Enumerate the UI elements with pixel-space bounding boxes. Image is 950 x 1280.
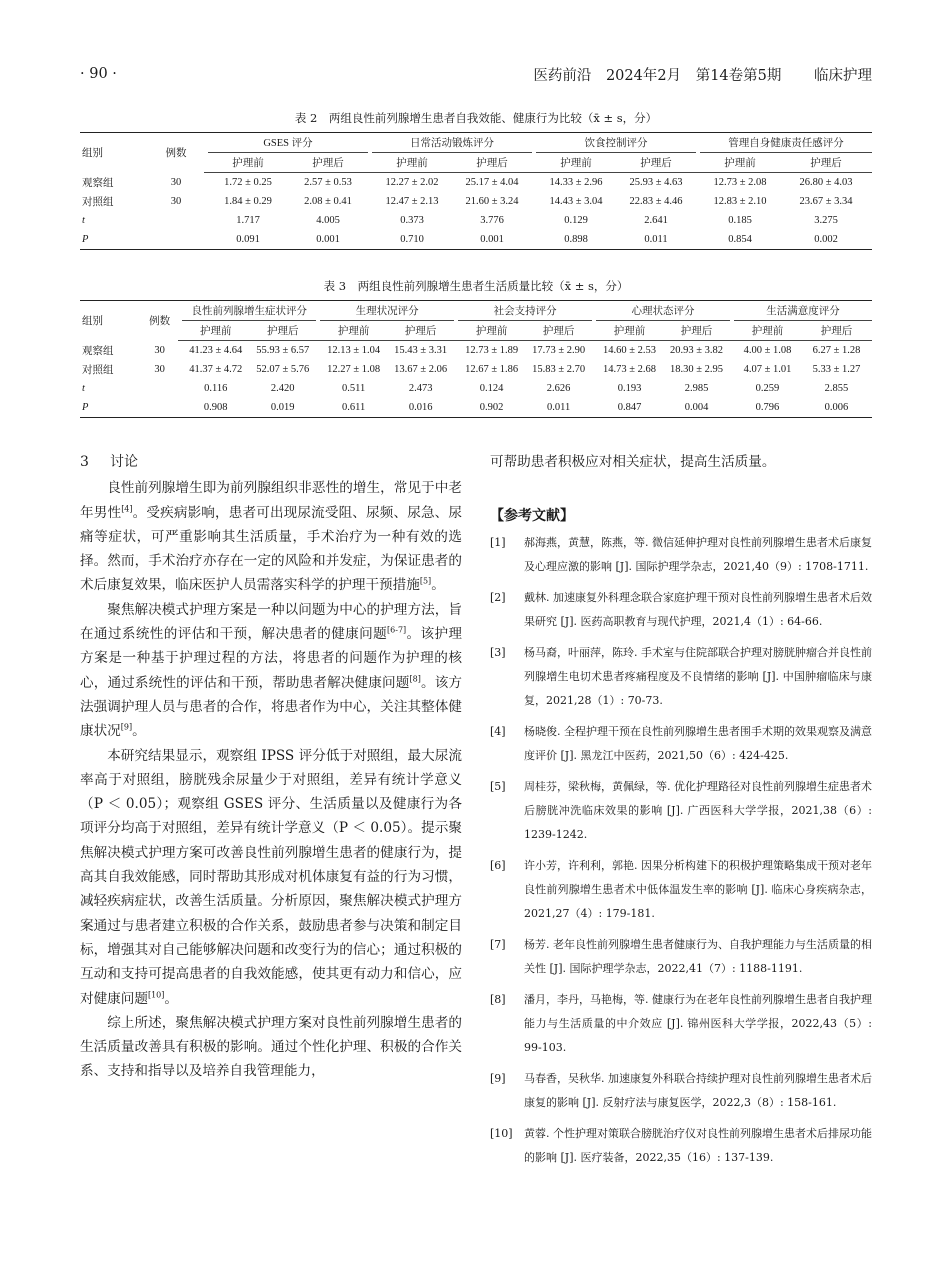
right-column — [490, 450, 872, 1177]
table-row — [80, 341, 872, 361]
col-after: 护理后 — [780, 153, 872, 173]
table-cell: 0.854 — [700, 230, 780, 250]
journal-name: 医药前沿 — [533, 67, 592, 84]
reference-text: 杨马裔，叶丽萍，陈玲. 手术室与住院部联合护理对膀胱肿瘤合并良性前列腺增生电切术患者疼痛程度及不良情绪的影响 [J]. 中国肿瘤临床与康复，2021,28（1）: 70-73. — [524, 645, 872, 707]
col-header-n: 例数 — [141, 301, 178, 341]
table-cell: 0.193 — [617, 383, 642, 394]
table-cell: 14.43 ± 3.04 — [549, 196, 603, 207]
section-title: 讨论 — [110, 454, 138, 470]
table-cell: 2.626 — [546, 383, 571, 394]
col-group-header: 社会支持评分 — [458, 301, 592, 321]
reference-number: [9] — [490, 1071, 506, 1085]
references-title: 【参考文献】 — [490, 508, 574, 525]
table-cell: 21.60 ± 3.24 — [465, 196, 519, 207]
table-row — [80, 173, 872, 193]
table-cell: 0.116 — [204, 383, 228, 394]
reference-item — [490, 933, 872, 981]
row-label: 观察组 — [82, 345, 114, 357]
table-cell: 0.908 — [182, 398, 249, 418]
table-cell: 5.33 ± 1.27 — [812, 364, 861, 375]
col-before: 护理前 — [700, 153, 780, 173]
reference-text: 潘月，李丹，马艳梅，等. 健康行为在老年良性前列腺增生患者自我护理能力与生活质量的中介效应 [J]. 锦州医科大学学报，2022,43（5）: 99-103. — [524, 992, 872, 1054]
table-cell: 13.67 ± 2.06 — [394, 364, 448, 375]
reference-item — [490, 1067, 872, 1115]
col-group-header: 管理自身健康责任感评分 — [700, 133, 872, 153]
col-before: 护理前 — [458, 321, 525, 341]
table-cell: 0.902 — [458, 398, 525, 418]
table-cell: 6.27 ± 1.28 — [812, 345, 861, 356]
table-cell: 0.898 — [536, 230, 616, 250]
reference-text: 杨晓俊. 全程护理干预在良性前列腺增生患者围手术期的效果观察及满意度评价 [J]. 黑龙江中医药，2021,50（6）: 424-425. — [524, 724, 872, 762]
table-2-grid — [80, 132, 872, 250]
table-cell: 25.17 ± 4.04 — [465, 177, 519, 188]
col-group-header: 生理状况评分 — [320, 301, 454, 321]
reference-number: [8] — [490, 992, 506, 1006]
paragraph: 良性前列腺增生即为前列腺组织非恶性的增生，常见于中老年男性[4]。受疾病影响，患者可出现尿流受阻、尿频、尿急、尿痛等症状，可严重影响其生活质量，手术治疗为一种有效的选择。然而，手术治疗亦存在一定的风险和并发症，为保证患者的术后康复效果，临床医护人员需落实科学的护理干预措施[5]。 — [80, 480, 463, 594]
table-3 — [80, 278, 872, 418]
table-cell: 17.73 ± 2.90 — [532, 345, 586, 356]
table-cell: 12.27 ± 2.02 — [385, 177, 439, 188]
reference-text: 戴林. 加速康复外科理念联合家庭护理干预对良性前列腺增生患者术后效果研究 [J]. 医药高职教育与现代护理，2021,4（1）: 64-66. — [524, 590, 872, 628]
section-name: 临床护理 — [814, 67, 872, 84]
citation: [9] — [120, 722, 133, 732]
table-cell: 0.373 — [400, 215, 424, 226]
col-after: 护理后 — [387, 321, 454, 341]
table-cell: 26.80 ± 4.03 — [799, 177, 853, 188]
col-group-header: 饮食控制评分 — [536, 133, 696, 153]
col-group-header: GSES 评分 — [208, 133, 368, 153]
reference-number: [4] — [490, 724, 506, 738]
paragraph: 本研究结果显示，观察组 IPSS 评分低于对照组，最大尿流率高于对照组，膀胱残余尿量少于对照组，差异有统计学意义（P ＜ 0.05）；观察组 GSES 评分、生活质量以及健康行为各项评分均高于对照组，差异有统计学意义（P ＜ 0.05）。提示聚焦解决模式护理方案可改善良性前列腺增生患者的健康行为，提高其自我效能感，同时帮助其形成对机体康复有益的行为习惯，减轻疾病症状，改善生活质量。分析原因，聚焦解决模式护理方案通过与患者建立积极的合作关系，鼓励患者参与决策和制定目标，增强其对自己能够解决问题和改变行为的信心；通过积极的互动和支持可提高患者的自我效能感，使其更有动力和信心，应对健康问题[10]。 — [80, 747, 462, 1007]
col-after: 护理后 — [801, 321, 872, 341]
reference-item — [490, 775, 872, 847]
paragraph-continued: 可帮助患者积极应对相关症状，提高生活质量。 — [490, 454, 776, 470]
table-cell: 3.776 — [480, 215, 504, 226]
table-cell: 2.473 — [408, 383, 433, 394]
table-cell: 0.185 — [728, 215, 752, 226]
reference-number: [3] — [490, 645, 506, 659]
table-row — [80, 379, 872, 398]
journal-info — [523, 64, 872, 85]
table-cell: 1.84 ± 0.29 — [224, 196, 272, 207]
table-cell: 12.73 ± 1.89 — [465, 345, 519, 356]
table-2-caption: 表 2 两组良性前列腺增生患者自我效能、健康行为比较（x̄ ± s，分） — [294, 111, 658, 125]
col-after: 护理后 — [616, 153, 696, 173]
table-row — [80, 398, 872, 418]
row-label: 对照组 — [82, 197, 114, 208]
reference-text: 郝海燕，黄慧，陈燕，等. 微信延伸护理对良性前列腺增生患者术后康复及心理应激的影响 [J]. 国际护理学杂志，2021,40（9）: 1708-1711. — [524, 535, 872, 573]
table-cell: 2.985 — [684, 383, 709, 394]
table-row — [80, 211, 872, 230]
reference-item — [490, 641, 872, 713]
col-before: 护理前 — [596, 321, 663, 341]
reference-number: [7] — [490, 937, 506, 951]
table-cell: 4.005 — [316, 215, 340, 226]
table-cell: 0.001 — [452, 230, 532, 250]
row-n — [141, 398, 178, 418]
reference-number: [5] — [490, 779, 506, 793]
col-after: 护理后 — [525, 321, 592, 341]
reference-number: [6] — [490, 858, 506, 872]
page-header — [80, 62, 872, 86]
table-cell: 2.420 — [270, 383, 295, 394]
reference-item — [490, 854, 872, 926]
col-after: 护理后 — [663, 321, 730, 341]
row-label: 观察组 — [82, 177, 114, 189]
table-cell: 0.006 — [801, 398, 872, 418]
row-n: 30 — [170, 176, 182, 188]
col-before: 护理前 — [320, 321, 387, 341]
reference-text: 周桂芬，梁秋梅，黄佩绿，等. 优化护理路径对良性前列腺增生症患者术后膀胱冲洗临床效果的影响 [J]. 广西医科大学学报，2021,38（6）: 1239-1242. — [524, 779, 872, 841]
table-cell: 20.93 ± 3.82 — [670, 345, 724, 356]
table-row — [80, 230, 872, 250]
table-cell: 12.67 ± 1.86 — [465, 364, 519, 375]
col-before: 护理前 — [182, 321, 249, 341]
table-cell: 23.67 ± 3.34 — [799, 196, 853, 207]
table-cell: 14.33 ± 2.96 — [549, 177, 603, 188]
reference-item — [490, 720, 872, 768]
row-label: 对照组 — [82, 365, 114, 376]
table-cell: 12.27 ± 1.08 — [327, 364, 381, 375]
row-label: P — [80, 230, 148, 250]
col-header-group: 组别 — [80, 301, 141, 341]
table-cell: 14.60 ± 2.53 — [603, 345, 657, 356]
col-group-header: 生活满意度评分 — [734, 301, 872, 321]
reference-text: 杨芳. 老年良性前列腺增生患者健康行为、自我护理能力与生活质量的相关性 [J]. 国际护理学杂志，2022,41（7）: 1188-1191. — [524, 937, 872, 975]
reference-number: [10] — [490, 1126, 513, 1140]
row-n — [141, 379, 178, 398]
discussion-section — [80, 450, 462, 1083]
table-cell: 0.011 — [525, 398, 592, 418]
table-cell: 12.83 ± 2.10 — [713, 196, 767, 207]
row-n — [148, 211, 204, 230]
table-cell: 1.72 ± 0.25 — [224, 177, 272, 188]
table-cell: 0.002 — [780, 230, 872, 250]
col-after: 护理后 — [288, 153, 368, 173]
citation: [5] — [419, 576, 432, 586]
table-cell: 0.091 — [208, 230, 288, 250]
col-before: 护理前 — [536, 153, 616, 173]
section-heading — [80, 450, 462, 474]
reference-text: 马春香，吴秋华. 加速康复外科联合持续护理对良性前列腺增生患者术后康复的影响 [J]. 反射疗法与康复医学，2022,3（8）: 158-161. — [524, 1071, 872, 1109]
table-2 — [80, 110, 872, 250]
issue-date: 2024年2月 — [605, 67, 682, 84]
table-cell: 22.83 ± 4.46 — [629, 196, 683, 207]
table-cell: 0.124 — [479, 383, 504, 394]
citation: [10] — [147, 990, 165, 999]
row-n: 30 — [154, 364, 165, 375]
table-cell: 0.004 — [663, 398, 730, 418]
volume-issue: 第14卷第5期 — [695, 67, 782, 84]
table-cell: 2.08 ± 0.41 — [304, 196, 352, 207]
row-n — [148, 230, 204, 250]
row-n: 30 — [170, 196, 182, 207]
citation: [4] — [121, 504, 133, 514]
reference-text: 许小芳，许利利，郭艳. 因果分析构建下的积极护理策略集成干预对老年良性前列腺增生患者术中低体温发生率的影响 [J]. 临床心身疾病杂志，2021,27（4）: 179-181. — [524, 858, 872, 920]
table-cell: 0.259 — [755, 383, 780, 394]
table-cell: 0.016 — [387, 398, 454, 418]
table-cell: 14.73 ± 2.68 — [603, 364, 657, 375]
table-cell: 0.611 — [320, 398, 387, 418]
col-after: 护理后 — [249, 321, 316, 341]
citation: [6-7] — [387, 625, 407, 635]
table-cell: 4.00 ± 1.08 — [743, 345, 792, 356]
reference-item — [490, 586, 872, 634]
section-number: 3 — [80, 454, 89, 470]
table-cell: 18.30 ± 2.95 — [670, 364, 724, 375]
row-label: t — [82, 383, 85, 394]
reference-list — [490, 531, 872, 1170]
table-cell: 2.57 ± 0.53 — [304, 177, 352, 188]
reference-text: 黄蓉. 个性护理对策联合膀胱治疗仪对良性前列腺增生患者术后排尿功能的影响 [J]. 医疗装备，2022,35（16）: 137-139. — [524, 1126, 872, 1164]
row-label: P — [80, 398, 141, 418]
reference-item — [490, 988, 872, 1060]
table-cell: 0.129 — [564, 215, 588, 226]
table-cell: 15.43 ± 3.31 — [394, 345, 448, 356]
table-cell: 0.011 — [616, 230, 696, 250]
table-row — [80, 360, 872, 379]
table-cell: 41.37 ± 4.72 — [189, 364, 243, 375]
col-before: 护理前 — [372, 153, 452, 173]
reference-number: [2] — [490, 590, 506, 604]
table-cell: 0.847 — [596, 398, 663, 418]
page-number: · 90 · — [80, 66, 117, 82]
table-3-grid — [80, 300, 872, 418]
table-cell: 0.796 — [734, 398, 801, 418]
col-before: 护理前 — [208, 153, 288, 173]
table-cell: 4.07 ± 1.01 — [743, 364, 792, 375]
reference-item — [490, 1122, 872, 1170]
col-group-header: 心理状态评分 — [596, 301, 730, 321]
table-cell: 25.93 ± 4.63 — [629, 177, 683, 188]
table-cell: 2.855 — [824, 383, 849, 394]
col-header-n: 例数 — [148, 133, 204, 173]
citation: [8] — [409, 674, 421, 684]
table-cell: 1.717 — [236, 215, 260, 226]
table-cell: 12.47 ± 2.13 — [385, 196, 439, 207]
table-cell: 3.275 — [814, 215, 838, 226]
col-after: 护理后 — [452, 153, 532, 173]
col-before: 护理前 — [734, 321, 801, 341]
table-row — [80, 192, 872, 211]
paragraph: 综上所述，聚焦解决模式护理方案对良性前列腺增生患者的生活质量改善具有积极的影响。通过个性化护理、积极的合作关系、支持和指导以及培养自我管理能力， — [80, 1014, 462, 1080]
reference-number: [1] — [490, 535, 506, 549]
table-cell: 0.511 — [342, 383, 366, 394]
col-header-group: 组别 — [80, 133, 148, 173]
table-cell: 52.07 ± 5.76 — [256, 364, 310, 375]
table-cell: 15.83 ± 2.70 — [532, 364, 586, 375]
table-cell: 0.001 — [288, 230, 368, 250]
table-cell: 41.23 ± 4.64 — [189, 345, 243, 356]
table-cell: 12.13 ± 1.04 — [327, 345, 381, 356]
col-group-header: 良性前列腺增生症状评分 — [182, 301, 316, 321]
table-cell: 12.73 ± 2.08 — [713, 177, 767, 188]
col-group-header: 日常活动锻炼评分 — [372, 133, 532, 153]
reference-item — [490, 531, 872, 579]
paragraph: 聚焦解决模式护理方案是一种以问题为中心的护理方法，旨在通过系统性的评估和干预，解决患者的健康问题[6-7]。该护理方案是一种基于护理过程的方法，将患者的问题作为护理的核心，通过系统性的评估和干预，帮助患者解决健康问题[8]。该方法强调护理人员与患者的合作，将患者作为中心，关注其整体健康状况[9]。 — [80, 601, 463, 740]
row-n: 30 — [154, 344, 165, 356]
table-cell: 55.93 ± 6.57 — [256, 345, 310, 356]
table-cell: 0.710 — [372, 230, 452, 250]
table-3-caption: 表 3 两组良性前列腺增生患者生活质量比较（x̄ ± s，分） — [323, 279, 629, 293]
row-label: t — [82, 215, 85, 226]
table-cell: 2.641 — [644, 215, 668, 226]
table-cell: 0.019 — [249, 398, 316, 418]
